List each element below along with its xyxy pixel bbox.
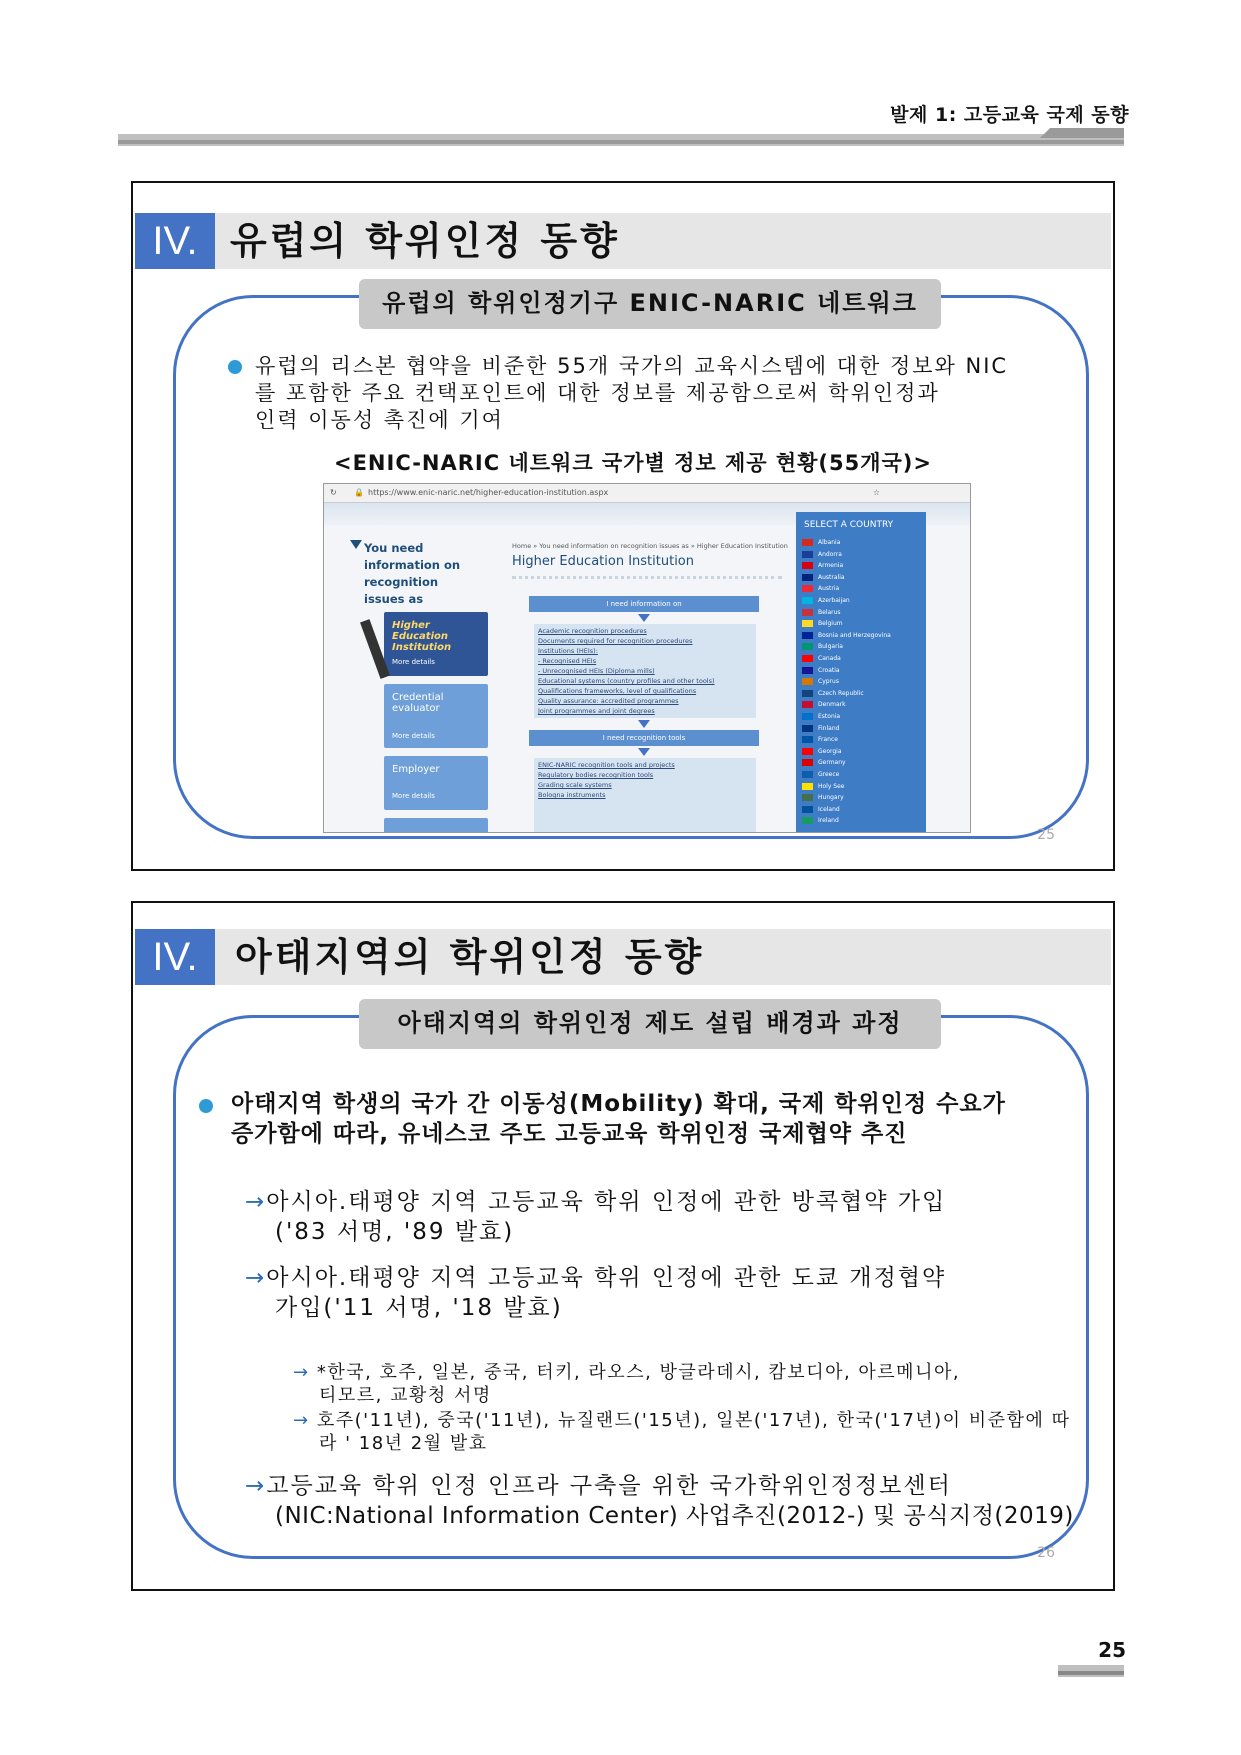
flow-arrow-icon	[638, 720, 650, 728]
country-name: Holy See	[818, 782, 845, 790]
running-header: 발제 1: 고등교육 국제 동향	[890, 104, 1129, 126]
info-link: - Recognised HEIs	[538, 657, 597, 665]
item-bangkok	[245, 1187, 1085, 1247]
flag-icon	[802, 690, 813, 697]
country-name: Croatia	[818, 666, 840, 674]
bullet-line: 인력 이동성 촉진에 기여	[255, 408, 504, 432]
flag-icon	[802, 620, 813, 627]
flow-arrow-icon	[638, 748, 650, 756]
country-item[interactable]	[802, 724, 839, 734]
tool-link: Bologna instruments	[538, 791, 606, 799]
info-links-box	[534, 624, 756, 718]
country-item[interactable]	[802, 666, 840, 676]
country-panel-title: SELECT A COUNTRY	[804, 520, 894, 530]
country-name: Canada	[818, 655, 841, 662]
country-item[interactable]	[802, 816, 839, 826]
country-item[interactable]	[802, 712, 840, 722]
subtitle-pill: 아태지역의 학위인정 제도 설립 배경과 과정	[359, 999, 941, 1049]
country-item[interactable]	[802, 584, 839, 594]
need-info-button: I need information on	[529, 596, 759, 612]
country-name: Azerbaijan	[818, 597, 850, 604]
flag-icon	[802, 736, 813, 743]
subitem-line: *한국, 호주, 일본, 중국, 터키, 라오스, 방글라데시, 캄보디아, 아르메니아,	[316, 1362, 961, 1383]
subitem-line: 라 ' 18년 2월 발효	[319, 1433, 488, 1454]
flag-icon	[802, 748, 813, 755]
slide-title: 아태지역의 학위인정 동향	[235, 935, 705, 979]
info-link: Academic recognition procedures	[538, 627, 647, 635]
flag-icon	[802, 771, 813, 778]
info-link: Joint programmes and joint degrees	[538, 707, 655, 715]
arrow-icon: →	[245, 1473, 267, 1499]
item-line: ('83 서명, '89 발효)	[275, 1219, 515, 1245]
subitem-signatories	[293, 1361, 1093, 1407]
flag-icon	[802, 667, 813, 674]
slide-page-number: 25	[1037, 827, 1055, 843]
bullet-text	[231, 1089, 1091, 1149]
section-number: IV.	[135, 929, 215, 985]
country-name: France	[818, 736, 838, 744]
slide-page-number: 26	[1037, 1545, 1055, 1561]
slide-26	[131, 901, 1115, 1591]
country-item[interactable]	[802, 735, 838, 745]
card-employer	[384, 756, 488, 810]
slide-25	[131, 181, 1115, 871]
card-label: Employer	[392, 764, 440, 775]
country-item[interactable]	[802, 550, 842, 560]
card-hei	[384, 612, 488, 676]
country-item[interactable]	[802, 561, 843, 571]
country-item[interactable]	[802, 770, 839, 780]
country-item[interactable]	[802, 631, 891, 641]
item-line: 아시아.태평양 지역 고등교육 학위 인정에 관한 도쿄 개정협약	[266, 1265, 947, 1291]
flag-icon	[802, 632, 813, 639]
country-item[interactable]	[802, 608, 841, 618]
need-info-heading: You need information on recognition issues as	[364, 541, 461, 606]
country-item[interactable]	[802, 747, 842, 757]
flag-icon	[802, 562, 813, 569]
flag-icon	[802, 794, 813, 801]
country-name: Germany	[818, 759, 846, 767]
item-tokyo	[245, 1263, 1085, 1323]
section-number: IV.	[135, 213, 215, 269]
tool-link: Regulatory bodies recognition tools	[538, 771, 654, 779]
bullet-dot	[228, 360, 242, 374]
country-name: Belgium	[818, 620, 843, 628]
country-item[interactable]	[802, 782, 845, 792]
bullet-line: 유럽의 리스본 협약을 비준한 55개 국가의 교육시스템에 대한 정보와 NIC	[255, 354, 1009, 378]
browser-url-bar	[324, 484, 970, 503]
info-link: Qualifications frameworks, level of qualifications	[538, 687, 697, 695]
country-item[interactable]	[802, 677, 839, 687]
lock-icon: 🔒	[354, 488, 364, 497]
bullet-line: 증가함에 따라, 유네스코 주도 고등교육 학위인정 국제협약 추진	[231, 1121, 908, 1147]
country-item[interactable]	[802, 573, 845, 583]
country-item[interactable]	[802, 596, 850, 606]
flag-icon	[802, 609, 813, 616]
country-item[interactable]	[802, 793, 844, 803]
subitem-ratification	[293, 1409, 1093, 1455]
footer-rule-dark	[1058, 1671, 1124, 1675]
country-item[interactable]	[802, 700, 846, 710]
country-name: Iceland	[818, 805, 840, 813]
item-line: (NIC:National Information Center) 사업추진(2012-) 및 공식지정(2019)	[275, 1503, 1074, 1529]
flag-icon	[802, 701, 813, 708]
figure-caption: <ENIC-NARIC 네트워크 국가별 정보 제공 현황(55개국)>	[333, 451, 933, 475]
subitem-line: 티모르, 교황청 서명	[319, 1385, 492, 1406]
flag-icon	[802, 655, 813, 662]
bullet-line: 를 포함한 주요 컨택포인트에 대한 정보를 제공함으로써 학위인정과	[255, 381, 940, 405]
flag-icon	[802, 539, 813, 546]
flag-icon	[802, 817, 813, 824]
info-link: Documents required for recognition procedures	[538, 637, 693, 645]
page-heading: Higher Education Institution	[512, 554, 694, 569]
arrow-icon: →	[293, 1410, 310, 1431]
flag-icon	[802, 725, 813, 732]
header-tab	[1040, 128, 1124, 138]
down-arrow-icon	[350, 540, 362, 549]
country-name: Armenia	[818, 562, 844, 570]
tools-links-box	[534, 758, 756, 832]
flag-icon	[802, 551, 813, 558]
arrow-icon: →	[245, 1265, 267, 1291]
enic-naric-screenshot	[323, 483, 971, 833]
flag-icon	[802, 806, 813, 813]
item-line: 가입('11 서명, '18 발효)	[275, 1295, 563, 1321]
tool-link: Grading scale systems	[538, 781, 612, 789]
flag-icon	[802, 597, 813, 604]
flag-icon	[802, 678, 813, 685]
flag-icon	[802, 713, 813, 720]
subtitle-pill: 유럽의 학위인정기구 ENIC-NARIC 네트워크	[359, 279, 941, 329]
reload-icon: ↻	[330, 488, 337, 497]
country-name: Greece	[818, 771, 840, 778]
item-line: 아시아.태평양 지역 고등교육 학위 인정에 관한 방콕협약 가입	[266, 1189, 947, 1215]
country-name: Estonia	[818, 713, 841, 720]
star-icon: ☆	[872, 488, 880, 497]
arrow-icon: →	[245, 1189, 267, 1215]
country-item[interactable]	[802, 689, 864, 699]
more-details-link: More details	[392, 732, 435, 740]
country-name: Finland	[818, 724, 840, 732]
card-label: Higher Education Institution	[392, 620, 452, 653]
country-item[interactable]	[802, 538, 840, 548]
flag-icon	[802, 643, 813, 650]
dotted-divider	[512, 576, 782, 579]
country-name: Austria	[818, 585, 840, 593]
more-details-link: More details	[392, 658, 435, 666]
card-label: Credential evaluator	[392, 692, 444, 714]
country-item[interactable]	[802, 619, 843, 629]
flag-icon	[802, 585, 813, 592]
bullet-text	[255, 353, 1085, 434]
country-name: Cyprus	[818, 678, 839, 686]
title-band	[135, 929, 1111, 985]
country-name: Bosnia and Herzegovina	[818, 631, 891, 639]
tool-link: ENIC-NARIC recognition tools and projects	[538, 761, 675, 769]
subitem-line: 호주('11년), 중국('11년), 뉴질랜드('15년), 일본('17년), 한국('17년)이 비준함에 따	[316, 1410, 1071, 1431]
country-name: Albania	[818, 539, 841, 546]
arrow-icon: →	[293, 1362, 310, 1383]
header-rule-dark	[118, 140, 1124, 144]
country-name: Denmark	[818, 701, 846, 709]
info-link: Educational systems (country profiles and other tools)	[538, 677, 715, 685]
country-item[interactable]	[802, 642, 843, 652]
country-item[interactable]	[802, 758, 846, 768]
country-name: Bulgaria	[818, 643, 843, 651]
item-line: 고등교육 학위 인정 인프라 구축을 위한 국가학위인정정보센터	[266, 1473, 952, 1499]
card-more	[384, 818, 488, 833]
country-name: Georgia	[818, 747, 842, 755]
title-band	[135, 213, 1111, 269]
country-name: Ireland	[818, 817, 839, 825]
breadcrumb: Home » You need information on recognition issues as » Higher Education Institution	[512, 542, 788, 550]
flag-icon	[802, 574, 813, 581]
item-nic	[245, 1471, 1095, 1531]
card-credential-evaluator	[384, 684, 488, 748]
country-item[interactable]	[802, 805, 840, 815]
country-panel	[796, 512, 926, 832]
country-name: Australia	[818, 573, 845, 581]
info-link: Institutions (HEIs):	[538, 647, 598, 655]
country-name: Hungary	[818, 794, 844, 802]
need-tools-button: I need recognition tools	[529, 730, 759, 746]
info-link: Quality assurance: accredited programmes	[538, 697, 679, 705]
country-name: Belarus	[818, 608, 841, 616]
country-item[interactable]	[802, 654, 841, 664]
url-text: https://www.enic-naric.net/higher-education-institution.aspx	[368, 488, 609, 497]
flag-icon	[802, 783, 813, 790]
info-link: - Unrecognised HEIs (Diploma mills)	[538, 667, 655, 675]
more-details-link: More details	[392, 792, 435, 800]
country-name: Andorra	[818, 550, 842, 558]
country-name: Czech Republic	[818, 689, 864, 697]
flag-icon	[802, 759, 813, 766]
flow-arrow-icon	[638, 614, 650, 622]
bullet-dot	[199, 1099, 213, 1113]
page-number: 25	[1098, 1638, 1126, 1662]
slide-title: 유럽의 학위인정 동향	[230, 219, 620, 263]
bullet-line: 아태지역 학생의 국가 간 이동성(Mobility) 확대, 국제 학위인정 수요가	[231, 1091, 1006, 1117]
